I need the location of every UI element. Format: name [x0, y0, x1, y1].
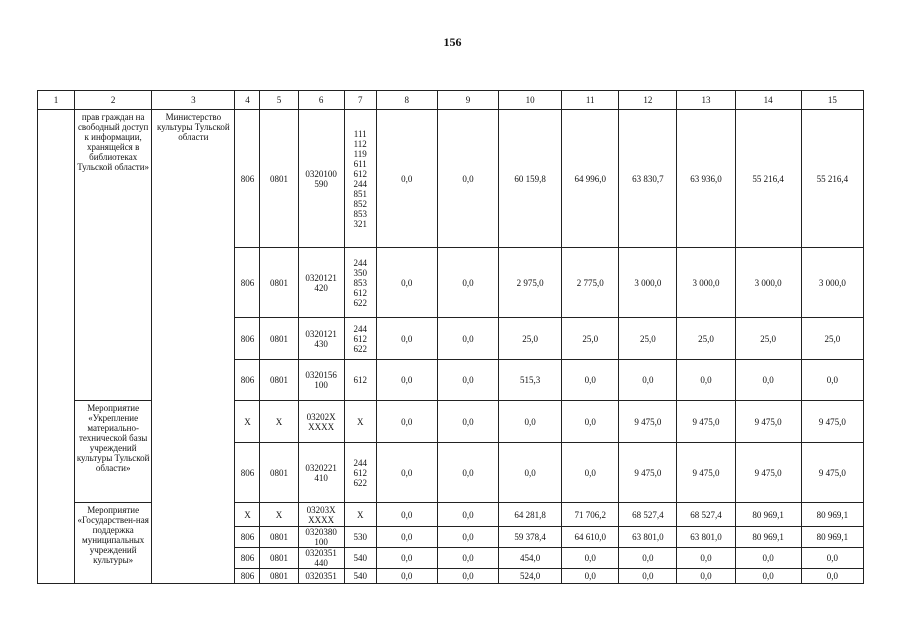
cell-value: 0,0 [376, 443, 437, 503]
cell-value: 0,0 [735, 569, 801, 584]
cell-target-article: 0320221 410 [298, 443, 344, 503]
column-header: 12 [619, 91, 677, 110]
cell-grbs: 806 [235, 548, 260, 569]
cell-value: 0,0 [437, 401, 498, 443]
cell-grbs: 806 [235, 248, 260, 318]
cell-value: 25,0 [619, 318, 677, 360]
cell-expense-type: X [344, 503, 376, 527]
cell-section: 0801 [260, 318, 298, 360]
column-header: 6 [298, 91, 344, 110]
cell-value: 55 216,4 [801, 110, 863, 248]
cell-grbs: 806 [235, 110, 260, 248]
cell-value: 0,0 [619, 548, 677, 569]
cell-value: 25,0 [801, 318, 863, 360]
cell-grbs: 806 [235, 569, 260, 584]
cell-expense-type: 540 [344, 548, 376, 569]
cell-value: 0,0 [562, 401, 619, 443]
column-header: 11 [562, 91, 619, 110]
cell-value: 59 378,4 [499, 527, 562, 548]
cell-target-article: 0320121 420 [298, 248, 344, 318]
cell-value: 0,0 [677, 360, 735, 401]
column-header: 2 [75, 91, 152, 110]
cell-target-article: 0320351 [298, 569, 344, 584]
cell-value: 25,0 [562, 318, 619, 360]
cell-value: 0,0 [677, 548, 735, 569]
cell-target-article: 0320100 590 [298, 110, 344, 248]
cell-value: 0,0 [619, 360, 677, 401]
cell-grbs: 806 [235, 318, 260, 360]
cell-value: 80 969,1 [801, 527, 863, 548]
cell-value: 9 475,0 [619, 443, 677, 503]
cell-value: 0,0 [376, 318, 437, 360]
cell-value: 9 475,0 [801, 443, 863, 503]
cell-value: 0,0 [499, 443, 562, 503]
cell-grbs: X [235, 503, 260, 527]
cell-value: 0,0 [437, 527, 498, 548]
cell-value: 3 000,0 [801, 248, 863, 318]
cell-value: 0,0 [562, 548, 619, 569]
cell-value: 25,0 [735, 318, 801, 360]
column-header: 1 [38, 91, 75, 110]
cell-value: 60 159,8 [499, 110, 562, 248]
cell-expense-type: 244 612 622 [344, 443, 376, 503]
cell-value: 0,0 [376, 401, 437, 443]
column-header: 10 [499, 91, 562, 110]
cell-value: 9 475,0 [735, 401, 801, 443]
cell-value: 80 969,1 [735, 503, 801, 527]
cell-value: 0,0 [437, 503, 498, 527]
cell-value: 68 527,4 [619, 503, 677, 527]
cell-value: 63 801,0 [619, 527, 677, 548]
cell-value: 0,0 [562, 360, 619, 401]
column-header: 4 [235, 91, 260, 110]
cell-grbs: 806 [235, 527, 260, 548]
cell-value: 64 610,0 [562, 527, 619, 548]
cell-value: 9 475,0 [801, 401, 863, 443]
header-row [38, 91, 864, 110]
cell-section: 0801 [260, 360, 298, 401]
cell-value: 0,0 [437, 110, 498, 248]
cell-section: 0801 [260, 110, 298, 248]
cell-value: 3 000,0 [677, 248, 735, 318]
cell-value: 0,0 [735, 548, 801, 569]
cell-value: 0,0 [499, 401, 562, 443]
cell-section: 0801 [260, 248, 298, 318]
cell-value: 9 475,0 [677, 443, 735, 503]
cell-value: 0,0 [437, 248, 498, 318]
cell-value: 0,0 [677, 569, 735, 584]
column-header: 3 [152, 91, 235, 110]
cell-value: 0,0 [376, 569, 437, 584]
cell-section: X [260, 401, 298, 443]
cell-section: 0801 [260, 527, 298, 548]
cell-value: 515,3 [499, 360, 562, 401]
column-header: 14 [735, 91, 801, 110]
cell-value: 0,0 [735, 360, 801, 401]
cell-expense-type: 244 350 853 612 622 [344, 248, 376, 318]
cell-value: 0,0 [562, 443, 619, 503]
cell-value: 25,0 [499, 318, 562, 360]
cell-value: 0,0 [376, 503, 437, 527]
cell-target-article: 03203X XXXX [298, 503, 344, 527]
cell-value: 2 975,0 [499, 248, 562, 318]
cell-value: 0,0 [376, 548, 437, 569]
column-header: 13 [677, 91, 735, 110]
activity-name: Мероприятие «Государствен-ная поддержка муниципальных учреждений культуры» [75, 503, 152, 584]
col1-empty-cell [38, 110, 75, 584]
cell-value: 3 000,0 [735, 248, 801, 318]
cell-value: 0,0 [376, 527, 437, 548]
cell-value: 64 281,8 [499, 503, 562, 527]
activity-name: Мероприятие «Укрепление материально-технической базы учреждений культуры Тульской области» [75, 401, 152, 503]
cell-expense-type: X [344, 401, 376, 443]
cell-value: 0,0 [376, 248, 437, 318]
cell-value: 25,0 [677, 318, 735, 360]
activity-name: прав граждан на свободный доступ к информации, хранящейся в библиотеках Тульской области» [75, 110, 152, 401]
executor-name: Министерство культуры Тульской области [152, 110, 235, 584]
cell-value: 63 801,0 [677, 527, 735, 548]
cell-value: 0,0 [801, 548, 863, 569]
table-row [38, 110, 864, 248]
cell-value: 63 936,0 [677, 110, 735, 248]
cell-value: 0,0 [376, 360, 437, 401]
cell-section: X [260, 503, 298, 527]
cell-value: 2 775,0 [562, 248, 619, 318]
cell-grbs: X [235, 401, 260, 443]
cell-grbs: 806 [235, 360, 260, 401]
cell-target-article: 0320121 430 [298, 318, 344, 360]
budget-table [37, 90, 864, 584]
cell-value: 0,0 [437, 318, 498, 360]
cell-value: 80 969,1 [801, 503, 863, 527]
cell-value: 0,0 [437, 569, 498, 584]
column-header: 15 [801, 91, 863, 110]
cell-value: 524,0 [499, 569, 562, 584]
cell-grbs: 806 [235, 443, 260, 503]
cell-value: 0,0 [437, 548, 498, 569]
column-header: 9 [437, 91, 498, 110]
cell-value: 64 996,0 [562, 110, 619, 248]
cell-value: 9 475,0 [619, 401, 677, 443]
cell-value: 0,0 [437, 443, 498, 503]
cell-value: 0,0 [376, 110, 437, 248]
cell-value: 3 000,0 [619, 248, 677, 318]
cell-section: 0801 [260, 443, 298, 503]
cell-value: 0,0 [801, 360, 863, 401]
cell-target-article: 03202X XXXX [298, 401, 344, 443]
cell-section: 0801 [260, 569, 298, 584]
column-header: 8 [376, 91, 437, 110]
cell-expense-type: 612 [344, 360, 376, 401]
cell-value: 0,0 [562, 569, 619, 584]
cell-value: 68 527,4 [677, 503, 735, 527]
cell-expense-type: 244 612 622 [344, 318, 376, 360]
cell-expense-type: 540 [344, 569, 376, 584]
cell-value: 9 475,0 [677, 401, 735, 443]
cell-target-article: 0320351 440 [298, 548, 344, 569]
cell-target-article: 0320380 100 [298, 527, 344, 548]
column-header: 5 [260, 91, 298, 110]
cell-value: 80 969,1 [735, 527, 801, 548]
cell-target-article: 0320156 100 [298, 360, 344, 401]
cell-value: 0,0 [437, 360, 498, 401]
cell-expense-type: 111 112 119 611 612 244 851 852 853 321 [344, 110, 376, 248]
cell-value: 0,0 [619, 569, 677, 584]
cell-value: 454,0 [499, 548, 562, 569]
cell-value: 71 706,2 [562, 503, 619, 527]
cell-section: 0801 [260, 548, 298, 569]
cell-expense-type: 530 [344, 527, 376, 548]
column-header: 7 [344, 91, 376, 110]
cell-value: 63 830,7 [619, 110, 677, 248]
page-number: 156 [443, 35, 462, 49]
cell-value: 55 216,4 [735, 110, 801, 248]
cell-value: 0,0 [801, 569, 863, 584]
cell-value: 9 475,0 [735, 443, 801, 503]
